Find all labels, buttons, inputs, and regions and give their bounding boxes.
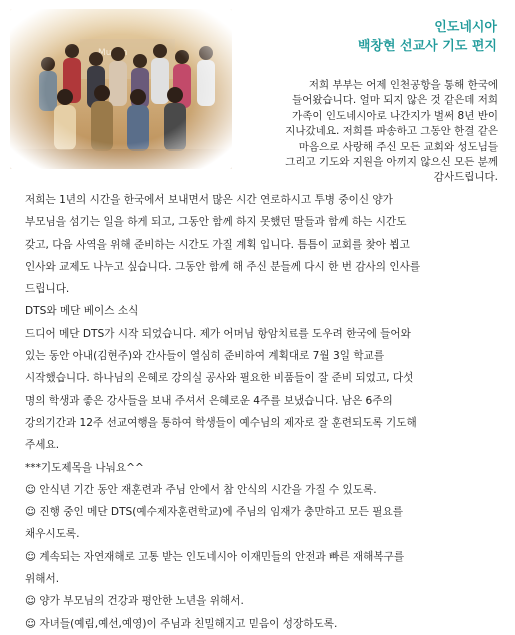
prayer-request-item: ☺ 양가 부모님의 건강과 평안한 노년을 위해서. xyxy=(25,595,244,608)
body-line: 명의 학생과 좋은 강사들을 보내 주셔서 은혜로운 4주를 보냈습니다. 남은 6주의 xyxy=(25,394,393,407)
prayer-requests-heading: ***기도제목을 나눠요^^ xyxy=(25,461,144,474)
body-line: 갖고, 다음 사역을 위해 준비하는 시간도 가질 계획 입니다. 틈틈이 교회를 찾아 뵙고 xyxy=(25,238,410,251)
intro-line: 저희 부부는 어제 인천공항을 통해 한국에 xyxy=(308,79,498,91)
intro-line: 그리고 기도와 지원을 아끼지 않으신 모든 분께 xyxy=(285,156,498,169)
prayer-request-item: ☺ 안식년 기간 동안 재훈련과 주님 안에서 참 안식의 시간을 가질 수 있도록. xyxy=(25,483,377,496)
intro-paragraph xyxy=(234,78,498,186)
group-photo xyxy=(10,9,232,169)
intro-line: 가족이 인도네시아로 나간지가 벌써 8년 반이 xyxy=(292,109,498,122)
prayer-request-item: ☺ 진행 중인 메단 DTS(예수제자훈련학교)에 주님의 임재가 충만하고 모든 필요를 xyxy=(25,506,403,519)
intro-line: 들어왔습니다. 얼마 되지 않은 것 같은데 저희 xyxy=(292,94,498,107)
title-subject: 백창현 선교사 기도 편지 xyxy=(357,39,497,54)
body-line: 주세요. xyxy=(25,439,60,452)
body-line: 시작했습니다. 하나님의 은혜로 강의실 공사와 필요한 비품들이 잘 준비 되었고, 다섯 xyxy=(25,372,414,385)
intro-line: 감사드립니다. xyxy=(433,171,498,184)
intro-line: 지나갔네요. 저희를 파송하고 그동안 한결 같은 xyxy=(285,125,498,138)
prayer-request-item: ☺ 자녀들(예림,예선,예영)이 주님과 친밀해지고 믿음이 성장하도록. xyxy=(25,617,338,630)
title-country: 인도네시아 xyxy=(434,20,497,35)
section-heading-dts: DTS와 메단 베이스 소식 xyxy=(25,305,139,318)
body-line: 인사와 교제도 나누고 싶습니다. 그동안 함께 해 주신 분들께 다시 한 번 감사의 인사를 xyxy=(25,260,421,273)
prayer-request-item: 위해서. xyxy=(25,573,60,586)
prayer-request-item: 채우시도록. xyxy=(25,528,80,541)
letter-body xyxy=(25,189,505,635)
intro-line: 마음으로 사랑해 주신 모든 교회와 성도님들 xyxy=(298,140,498,153)
body-line: 드립니다. xyxy=(25,283,70,296)
body-line: 있는 동안 아내(김현주)와 간사들이 열심히 준비하여 계획대로 7월 3일 학교를 xyxy=(25,350,385,363)
body-line: 강의기간과 12주 선교여행을 통하여 학생들이 예수님의 제자로 잘 훈련되도록 기도해 xyxy=(25,416,417,429)
body-line: 드디어 메단 DTS가 시작 되었습니다. 제가 어머님 항암치료를 도우려 한국에 들어와 xyxy=(25,327,411,340)
body-line: 부모님을 섬기는 일을 하게 되고, 그동안 함께 하지 못했던 딸들과 함께 하는 시간도 xyxy=(25,216,407,229)
group-photo-image xyxy=(10,9,232,169)
body-line: 저희는 1년의 시간을 한국에서 보내면서 많은 시간 연로하시고 투병 중이신 양가 xyxy=(25,194,393,206)
letter-title xyxy=(358,18,497,56)
prayer-request-item: ☺ 계속되는 자연재해로 고통 받는 인도네시아 이재민들의 안전과 빠른 재해복구를 xyxy=(25,550,405,563)
